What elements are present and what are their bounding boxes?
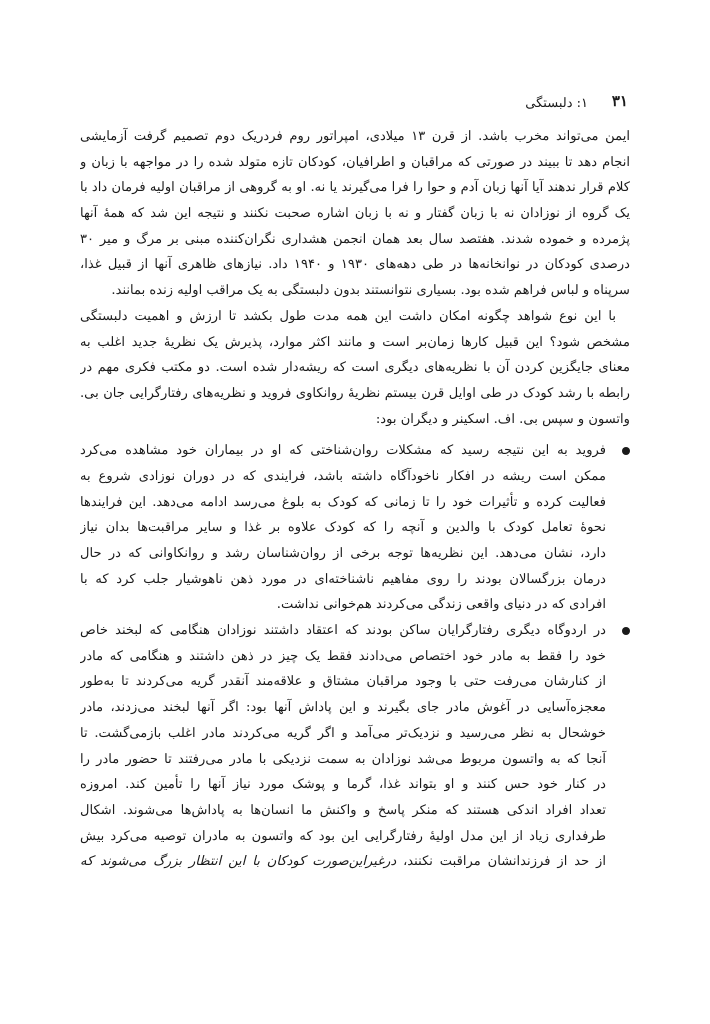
text-line: از کنارشان می‌رفت حتی با وجود مراقبان مشتاق و علاقه‌مند آنقدر گریه می‌کردند تا به‌طور: [80, 674, 606, 690]
text-line: معجزه‌آسایی در آغوش مادر جای بگیرند و این پاداش آنها بود: اگر آنها لبخند می‌زدند، مادر: [80, 700, 606, 716]
text-line: معنای جایگزین کردن آن با نظریه‌های دیگری است که ریشه‌دار شده است. دو مکتب فکری مهم در: [80, 360, 630, 376]
text-line: تعداد افراد اندکی هستند که منکر پاسخ و واکنش ما انسان‌ها به پاداش‌ها می‌شوند. اشکال: [80, 802, 606, 818]
text-line: کلام قرار ندهند آیا آنها زبان آدم و حوا را فرا می‌گیرند یا نه. او به گروهی از مراقبان اولیه فرمان داد با: [80, 180, 630, 196]
bullet-item: [80, 618, 630, 875]
paragraph: [80, 304, 630, 432]
italic-text: درغیراین‌صورت کودکان با این انتظار بزرگ می‌شوند که: [80, 854, 397, 870]
text-line: در اردوگاه دیگری رفتارگرایان ساکن بودند که اعتقاد داشتند نوزادان هنگامی که لبخند خاص: [80, 623, 606, 639]
text-line: رابطه با رشد کودک در طی اوایل قرن بیستم نظریهٔ روانکاوی فروید و نظریه‌های رفتارگرایی جان بی.: [80, 385, 630, 401]
text-span: از حد از فرزندانشان مراقبت نکنند،: [396, 854, 606, 870]
text-line: خود را فقط به مادر خود اختصاص می‌دادند فقط یک چیز در ذهن داشتند و هنگامی که مادر: [80, 648, 606, 664]
text-line: در کنار خود حس کنند و او بتواند غذا، گرما و پوشک مورد نیاز آنها را تأمین کند. امروزه: [80, 777, 606, 793]
text-line: طرفداری زیاد از این مدل اولیهٔ رفتارگرایی این بود که واتسون به مادران توصیه می‌کرد بیش: [80, 828, 606, 844]
text-line: سرپناه و لباس فراهم شده بود. بسیاری نتوانستند بدون دلبستگی به یک مراقب اولیه زنده بمانند.: [111, 283, 630, 299]
text-line: درمان بزرگسالان بودند را روی مفاهیم ناشناخته‌ای در مورد ذهن ناهوشیار جلب کرد که با: [80, 571, 606, 587]
running-head: [80, 92, 628, 114]
text-line: ایمن می‌تواند مخرب باشد. از قرن ۱۳ میلادی، امپراتور روم فردریک دوم تصمیم گرفت آزمایشی: [80, 129, 630, 144]
text-line: واتسون و سپس بی. اف. اسکینر و دیگران بود:: [375, 411, 630, 427]
text-line: ممکن است ریشه در افکار ناخودآگاه داشته باشد، فرایندی که در دوران نوزادی شروع به: [80, 468, 606, 484]
text-line: مشخص شود؟ این قبیل کارها زمان‌بر است و مانند اکثر موارد، پذیرش یک نظریهٔ جدید اغلب به: [80, 334, 630, 350]
text-line: نحوهٔ تعامل کودک با والدین و آنچه را که کودک علاوه بر غذا و سایر مراقبت‌ها بدان نیاز: [80, 520, 606, 536]
text-line: درصدی کودکان در نوانخانه‌ها در طی دهه‌های ۱۹۳۰ و ۱۹۴۰ داد. نیازهای ظاهری آنها از قبیل غذا،: [80, 257, 630, 273]
text-line: با این نوع شواهد چگونه امکان داشت این همه مدت طول بکشد تا ارزش و اهمیت دلبستگی: [80, 308, 616, 324]
text-line: خوشحال به نظر می‌رسید و نزدیک‌تر می‌آمد و اگر گریه می‌کردند مادر اغلب بازمی‌گشت. تا: [80, 725, 606, 741]
text-line: دارد، نشان می‌دهد. این نظریه‌ها توجه برخی از روان‌شناسان رشد و روانکاوانی که در حال: [80, 546, 606, 561]
bullet-item: [80, 438, 630, 618]
text-line: انجام دهد تا ببیند در صورتی که مراقبان و اطرافیان، کودکان تازه متولد شده را در مواجهه با زبان و: [80, 154, 630, 170]
text-line: فعالیت کرده و تأثیرات خود را تا زمانی که کودک به بلوغ می‌رسد ادامه می‌دهد. این فرایندها: [80, 494, 606, 510]
text-line: افرادی که در دنیای واقعی زندگی می‌کردند هم‌خوانی نداشت.: [276, 597, 606, 613]
page-number: ۳۱: [611, 92, 628, 110]
text-line: [80, 849, 630, 875]
text-line: آنجا که به واتسون مربوط می‌شد نوزادان به سمت نزدیکی با مادر می‌رفتند تا حضور مادر را: [80, 751, 606, 767]
body-text: [80, 124, 630, 875]
bullet-icon: [622, 627, 630, 635]
paragraph: [80, 124, 630, 304]
text-line: پژمرده و خموده شدند. هفتصد سال بعد همان انجمن هشداری نگران‌کننده مبنی بر مرگ و میر ۳۰: [80, 231, 630, 247]
text-line: فروید به این نتیجه رسید که مشکلات روان‌شناختی که او در بیماران خود مشاهده می‌کرد: [80, 443, 606, 459]
text-line: یک گروه از نوزادان نه با زبان گفتار و نه با زبان اشاره صحبت نکنند و نتیجه این شد که همهٔ آنها: [80, 206, 630, 222]
chapter-title: ۱: دلبستگی: [525, 96, 588, 111]
